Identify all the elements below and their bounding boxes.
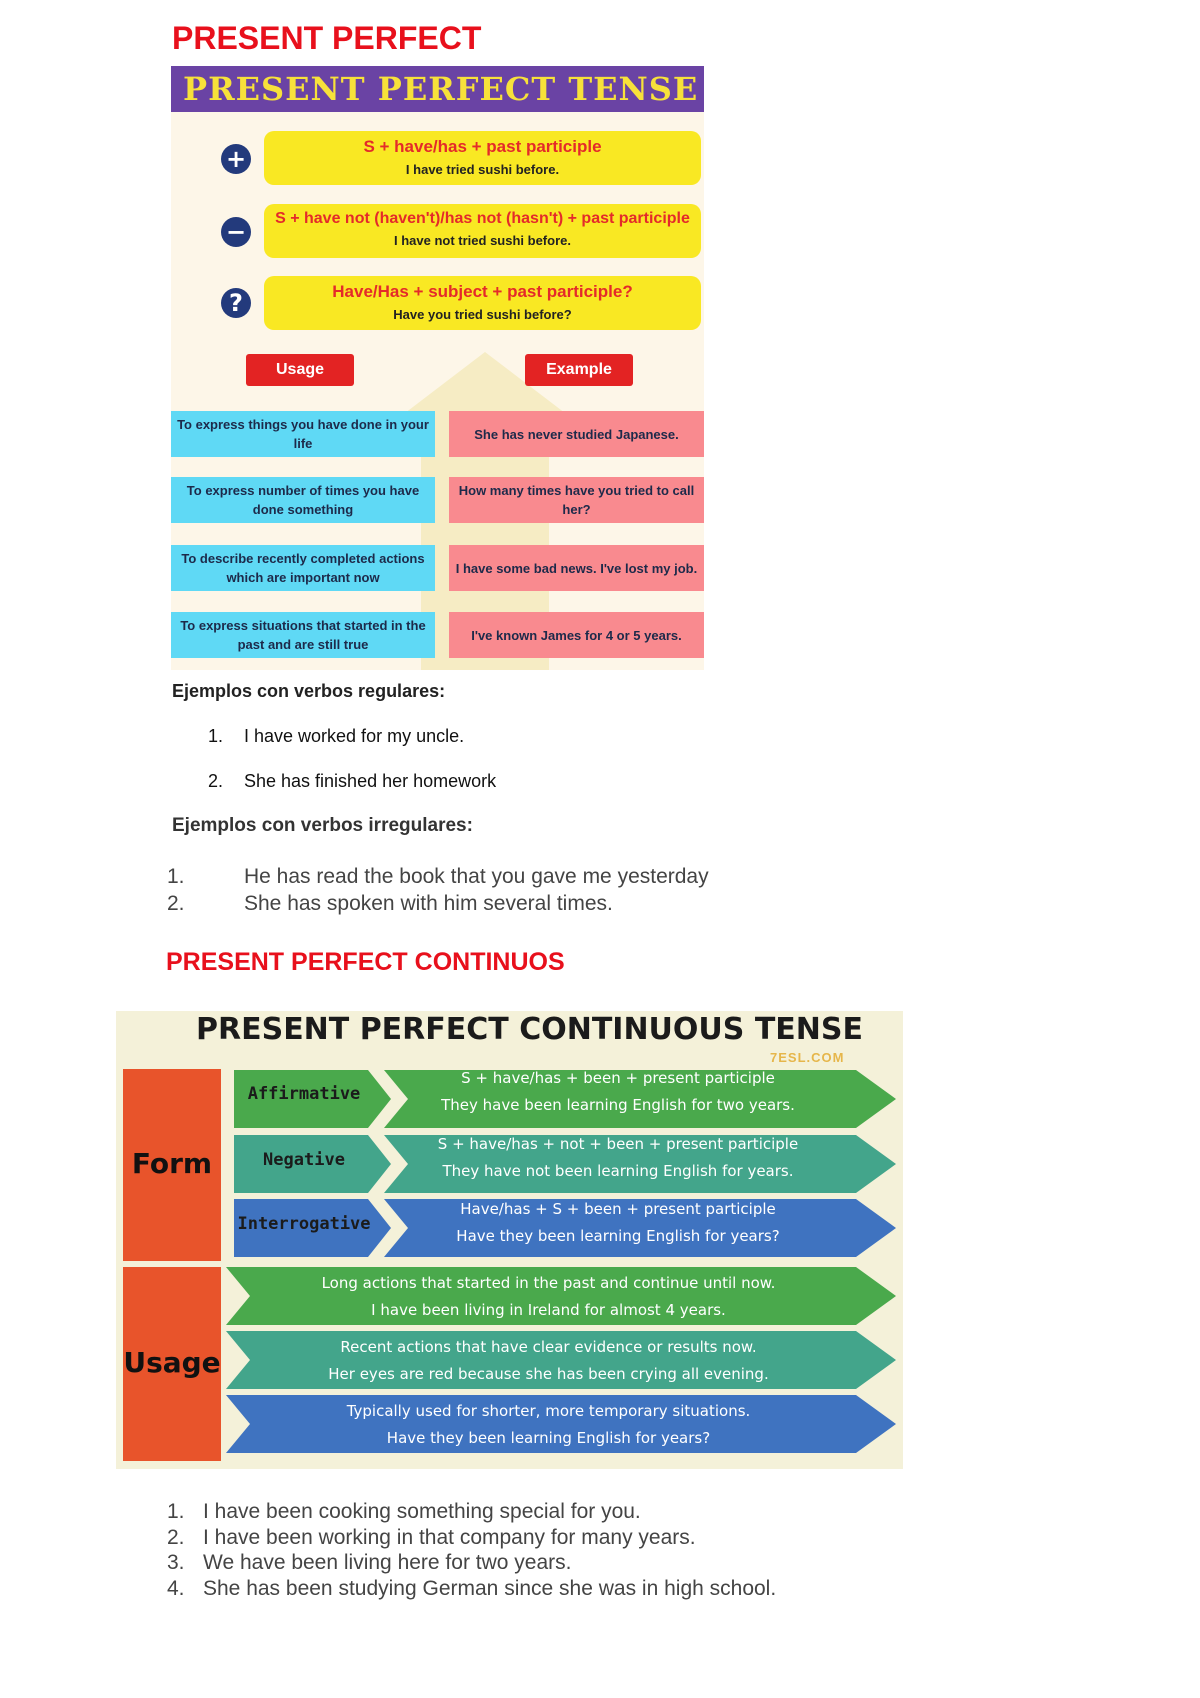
form-formula: S + have not (haven't)/has not (hasn't) + past participle — [275, 210, 690, 227]
form-label: Form — [131, 1147, 213, 1180]
form-formula: S + have/has + not + been + present participle — [437, 1135, 799, 1153]
form-formula: Have/Has + subject + past participle? — [332, 282, 633, 301]
usage-cell: To describe recently completed actions which are important now — [171, 545, 435, 591]
form-box-interrogative — [264, 276, 701, 330]
irregular-verbs-heading: Ejemplos con verbos irregulares: — [172, 815, 473, 836]
form-example: They have not been learning English for years. — [442, 1162, 794, 1180]
list-text: I have been working in that company for many years. — [203, 1526, 696, 1549]
present-perfect-infographic — [171, 66, 704, 670]
usage-cell: To express things you have done in your life — [171, 411, 435, 457]
infographic-banner — [171, 66, 704, 112]
row-label-negative: Negative — [263, 1150, 345, 1170]
example-cell: I have some bad news. I've lost my job. — [449, 545, 704, 591]
logo-text: 7ESL.COM — [770, 1050, 845, 1065]
regular-verbs-heading: Ejemplos con verbos regulares: — [172, 681, 446, 701]
usage-description: Long actions that started in the past and continue until now. — [321, 1274, 776, 1292]
form-example: I have tried sushi before. — [405, 162, 560, 177]
list-item — [208, 726, 464, 747]
example-cell: How many times have you tried to call her? — [449, 477, 704, 523]
list-text: She has spoken with him several times. — [244, 892, 613, 915]
list-text: We have been living here for two years. — [203, 1551, 572, 1574]
form-example: They have been learning English for two years. — [441, 1096, 795, 1114]
usage-example: I have been living in Ireland for almost 4 years. — [371, 1301, 726, 1319]
usage-description: Typically used for shorter, more temporary situations. — [346, 1402, 751, 1420]
list-number: 4. — [167, 1577, 185, 1600]
usage-label: Usage — [246, 354, 354, 386]
form-formula: S + have/has + past participle — [363, 137, 602, 156]
list-number: 1. — [208, 726, 224, 746]
example-cell: She has never studied Japanese. — [449, 411, 704, 457]
plus-icon: + — [221, 144, 251, 174]
usage-cell: To express situations that started in the past and are still true — [171, 612, 435, 658]
section-heading-present-perfect: PRESENT PERFECT — [172, 20, 482, 56]
list-number: 2. — [167, 892, 185, 915]
list-number: 3. — [167, 1551, 185, 1574]
list-number: 1. — [167, 865, 185, 888]
question-icon: ? — [221, 288, 251, 318]
row-label-interrogative: Interrogative — [237, 1214, 371, 1234]
infographic-title: PRESENT PERFECT CONTINUOUS TENSE — [196, 1012, 863, 1047]
present-perfect-continuous-infographic — [116, 1011, 903, 1469]
row-label-affirmative: Affirmative — [247, 1084, 361, 1104]
list-text: I have worked for my uncle. — [244, 726, 465, 746]
form-example: I have not tried sushi before. — [394, 233, 571, 248]
form-box-affirmative — [264, 131, 701, 185]
form-formula: S + have/has + been + present participle — [461, 1069, 775, 1087]
form-example: Have you tried sushi before? — [393, 307, 572, 322]
usage-cell: To express number of times you have done something — [171, 477, 435, 523]
list-number: 2. — [208, 771, 224, 791]
minus-icon: − — [221, 217, 251, 247]
list-number: 1. — [167, 1500, 185, 1523]
usage-example: Her eyes are red because she has been crying all evening. — [328, 1365, 769, 1383]
list-item — [208, 771, 496, 792]
list-text: I have been cooking something special for you. — [203, 1500, 641, 1523]
list-text: She has been studying German since she was in high school. — [203, 1577, 777, 1600]
usage-label: Usage — [123, 1346, 221, 1379]
list-text: He has read the book that you gave me yesterday — [244, 865, 709, 888]
list-text: She has finished her homework — [244, 771, 497, 791]
form-formula: Have/has + S + been + present participle — [460, 1200, 776, 1218]
form-example: Have they been learning English for years? — [456, 1227, 780, 1245]
infographic-title: PRESENT PERFECT TENSE — [183, 70, 699, 108]
usage-example: Have they been learning English for years? — [386, 1429, 711, 1447]
section-heading-present-perfect-continuous: PRESENT PERFECT CONTINUOS — [166, 948, 565, 976]
list-number: 2. — [167, 1526, 185, 1549]
form-box-negative — [264, 204, 701, 258]
usage-description: Recent actions that have clear evidence or results now. — [340, 1338, 757, 1356]
example-label: Example — [525, 354, 633, 386]
example-cell: I've known James for 4 or 5 years. — [449, 612, 704, 658]
